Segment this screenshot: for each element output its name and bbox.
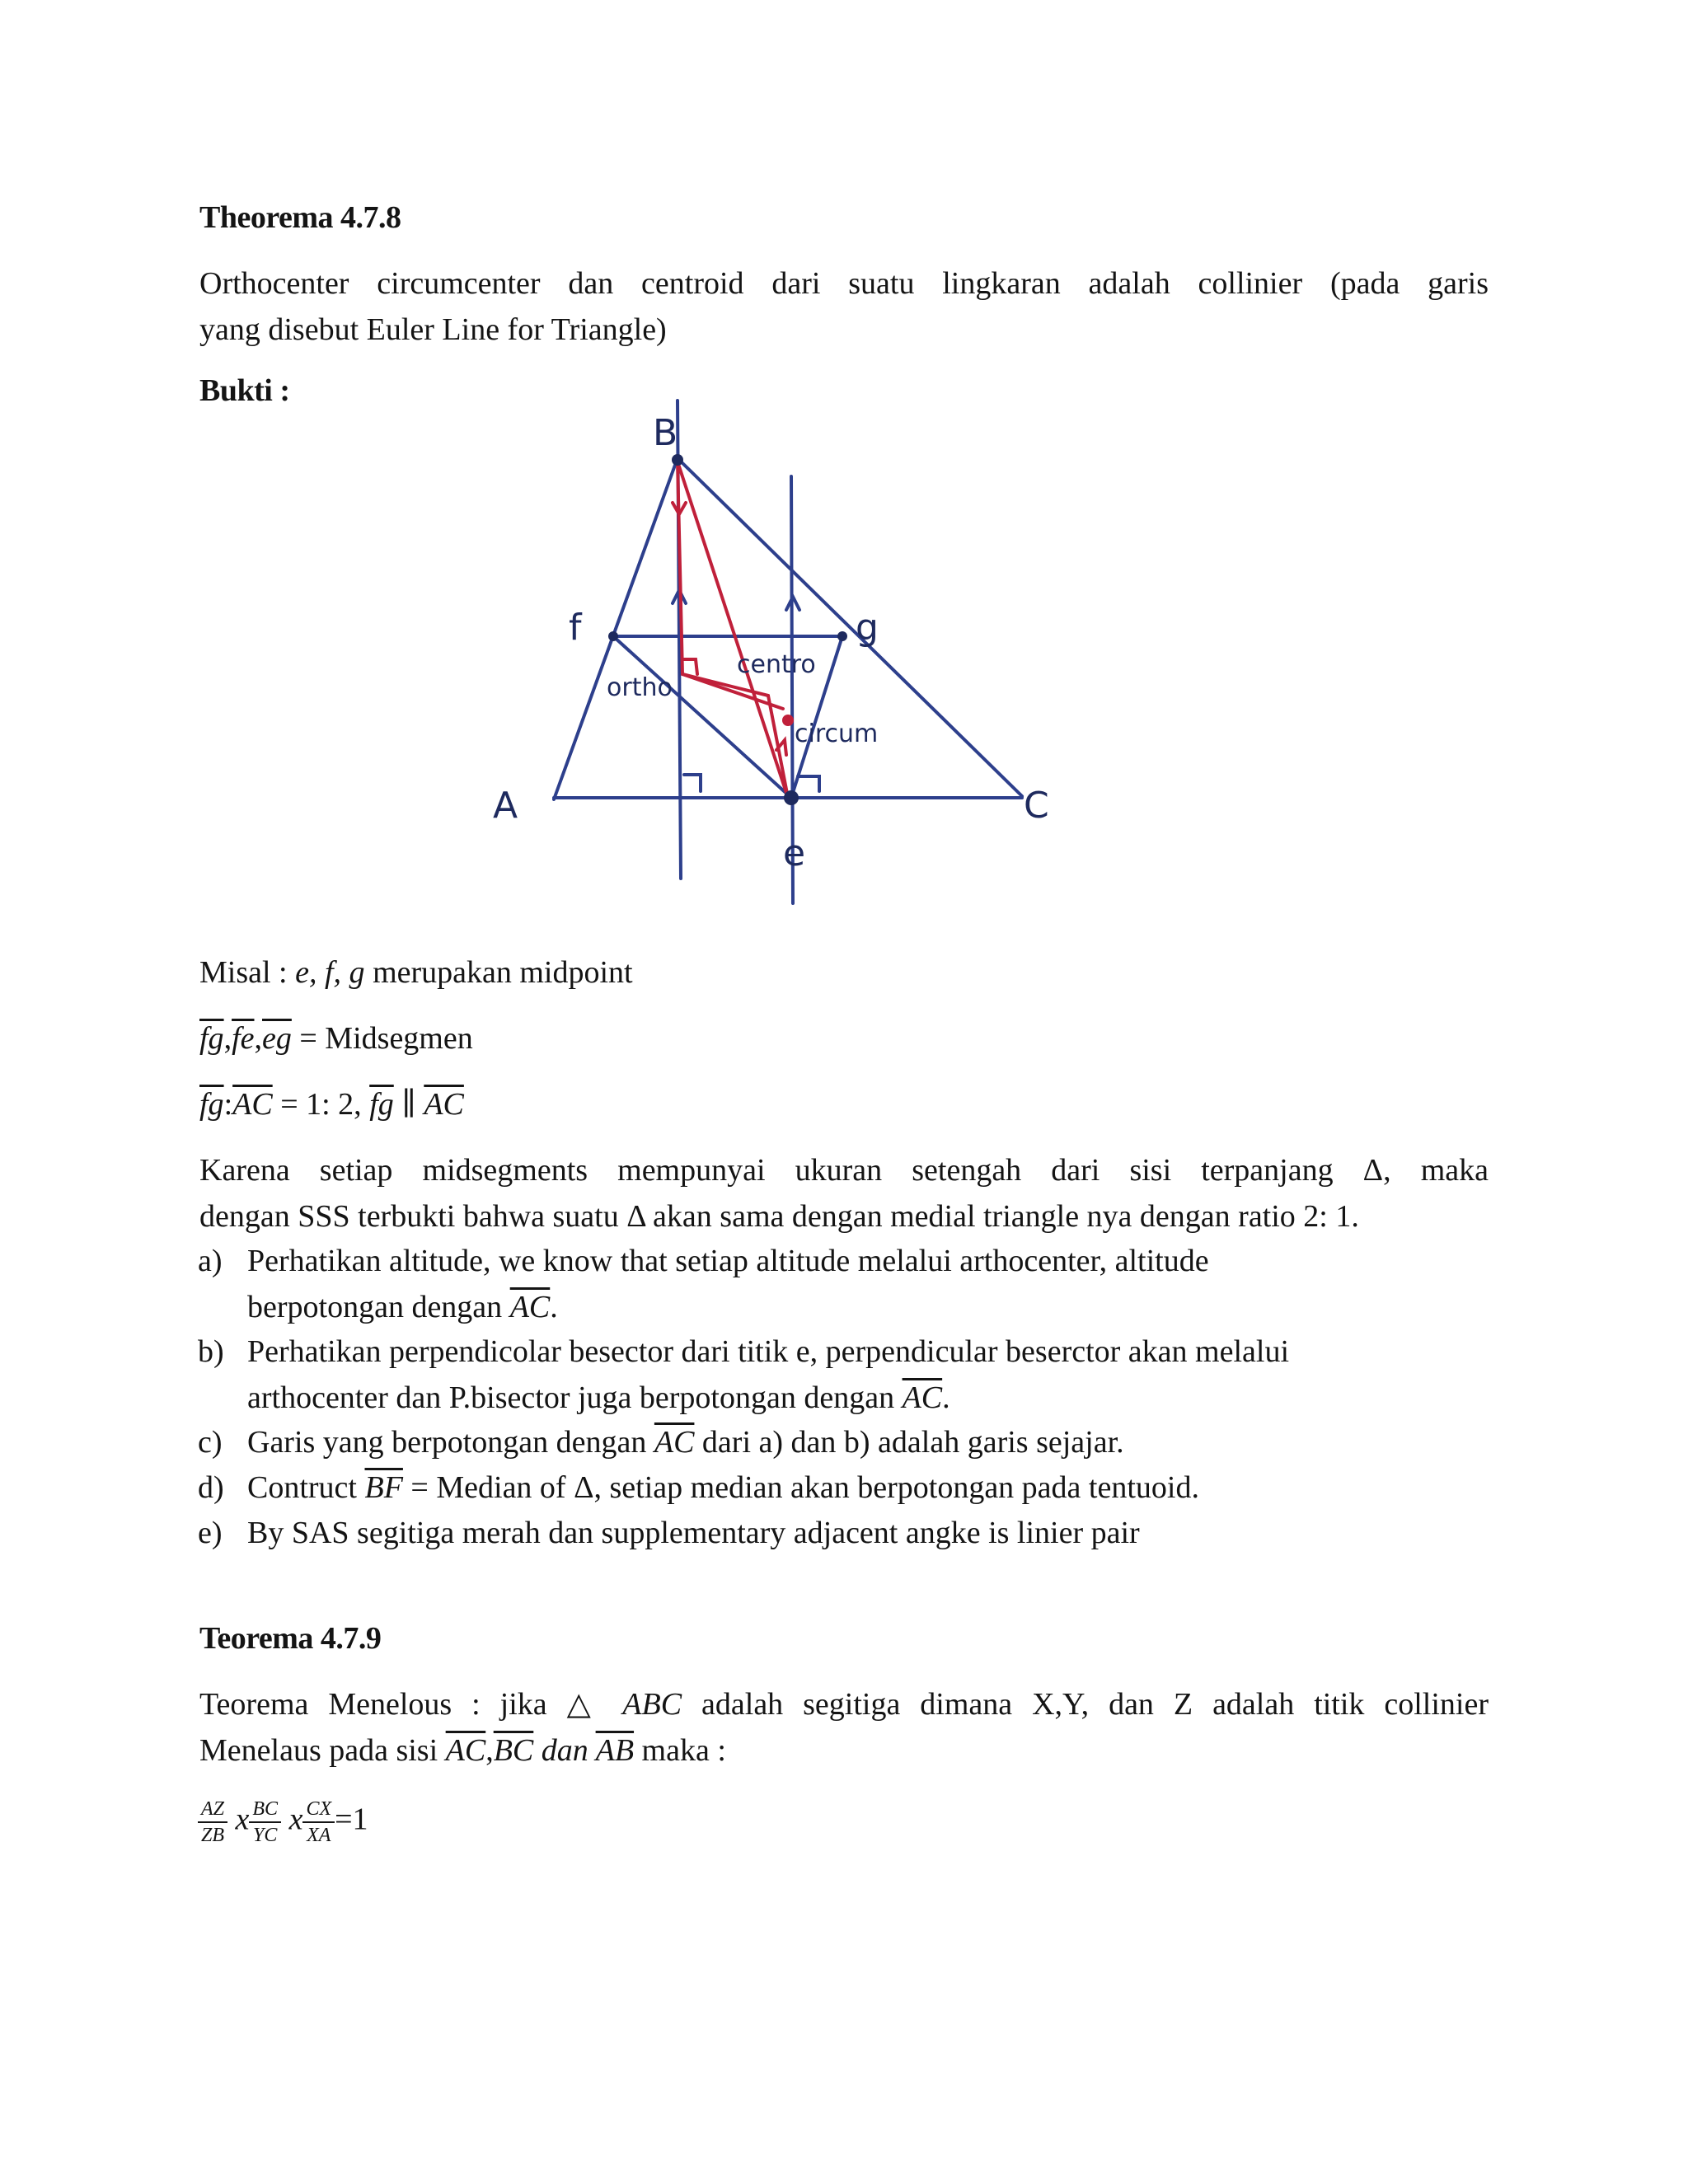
times-x: x (235, 1802, 250, 1837)
list-text: berpotongan dengan $\overline{AC}$. (247, 1290, 558, 1324)
right-angle-mark (798, 776, 819, 791)
circumcenter-dot (782, 715, 794, 726)
list-label: a) (198, 1244, 223, 1278)
midsegment-line (199, 1015, 1489, 1062)
menelaus-formula (198, 1797, 368, 1848)
karena-line: Karena setiap midsegments mempunyai ukuran setengah dari sisi terpanjang Δ, maka (199, 1153, 1489, 1188)
midpoint-f-dot (608, 631, 618, 641)
vertex-b-dot (672, 454, 683, 466)
separator: , (254, 1021, 262, 1056)
segment-fg: $\overline{fg}$ (199, 1021, 224, 1056)
menelaus-line: Menelaus pada sisi $\overline{AC},\overline{BC}$ dan $\overline{AB}$ maka : (199, 1733, 726, 1768)
euler-line-figure (462, 379, 1088, 907)
list-text: arthocenter dan P.bisector juga berpotongan dengan $\overline{AC}$. (247, 1380, 950, 1415)
segment-ac: $\overline{AC}$ (509, 1290, 551, 1324)
ratio-colon: : (223, 1087, 233, 1122)
misal-prefix: Misal : (199, 955, 296, 990)
segment-bc: $\overline{BC}$ (493, 1733, 534, 1768)
misal-suffix: merupakan midpoint (364, 955, 633, 990)
segment-ac: $\overline{AC}$ (902, 1380, 943, 1415)
proof-label: Bukti : (199, 373, 290, 408)
midpoint-e-dot (784, 790, 799, 805)
list-item (198, 1419, 1489, 1465)
segment-ab: $\overline{AB}$ (595, 1733, 635, 1768)
label-e: e (783, 832, 806, 874)
segment-ac: $\overline{AC}$ (445, 1733, 486, 1768)
menelaus-line: Teorema Menelous : jika △ ABC adalah segitiga dimana X,Y, dan Z adalah titik collinier (199, 1687, 1489, 1722)
red-segment (682, 674, 783, 709)
triangle-abc: ABC (622, 1687, 682, 1722)
times-x: x (288, 1802, 303, 1837)
theorem-statement-line: yang disebut Euler Line for Triangle) (199, 312, 667, 347)
separator: , (223, 1021, 232, 1056)
list-text: Perhatikan perpendicolar besector dari titik e, perpendicular beserctor akan melalui (247, 1334, 1290, 1369)
list-text: Contruct $\overline{BF}$ = Median of Δ, setiap median akan berpotongan pada tentuoid. (247, 1470, 1199, 1505)
fraction: $\frac{AZ}{ZB}$ (198, 1797, 227, 1848)
segment-ac: $\overline{AC}$ (424, 1087, 464, 1122)
label-a: A (493, 785, 518, 827)
fraction: $\frac{BC}{YC}$ (249, 1797, 281, 1848)
label-circum: circum (795, 719, 879, 748)
red-angle-mark (682, 659, 697, 674)
list-label: e) (198, 1516, 223, 1550)
fraction: $\frac{CX}{XA}$ (302, 1797, 335, 1848)
midpoint-g-dot (837, 631, 847, 641)
label-g: g (856, 607, 879, 649)
theorem-title: Theorema 4.7.8 (199, 200, 401, 235)
theorem-statement-line: Orthocenter circumcenter dan centroid dari suatu lingkaran adalah collinier (pada garis (199, 266, 1489, 301)
segment-ac: $\overline{AC}$ (654, 1425, 695, 1460)
list-text: Perhatikan altitude, we know that setiap altitude melalui arthocenter, altitude (247, 1244, 1209, 1278)
karena-line: dengan SSS terbukti bahwa suatu Δ akan sama dengan medial triangle nya dengan ratio 2: 1. (199, 1199, 1359, 1234)
segment-fg: $\overline{fg}$ (199, 1087, 224, 1122)
label-c: C (1024, 785, 1049, 827)
ratio-line (199, 1081, 1489, 1127)
segment-fg: $\overline{fg}$ (369, 1087, 394, 1122)
midsegment-eq: = Midsegmen (291, 1021, 473, 1056)
parallel-sign: ∥ (393, 1087, 424, 1122)
list-item (198, 1465, 1489, 1511)
segment-ac: $\overline{AC}$ (232, 1087, 273, 1122)
label-f: f (569, 607, 582, 649)
ratio-eq: = 1: 2, (272, 1087, 370, 1122)
list-text: By SAS segitiga merah dan supplementary adjacent angke is linier pair (247, 1516, 1140, 1550)
list-item (198, 1329, 1489, 1421)
segment-fe: $\overline{fe}$ (232, 1021, 255, 1056)
label-ortho: ortho (607, 673, 673, 702)
list-item (198, 1238, 1489, 1330)
misal-line (199, 949, 1489, 996)
misal-vars: e, f, g (295, 955, 365, 990)
label-b: B (653, 412, 678, 454)
list-label: c) (198, 1425, 223, 1460)
formula-result: =1 (335, 1802, 368, 1837)
label-centro: centro (737, 650, 816, 679)
right-angle-mark (684, 775, 701, 791)
list-text: Garis yang berpotongan dengan $\overline{AC}$ dari a) dan b) adalah garis sejajar. (247, 1425, 1124, 1460)
list-item (198, 1510, 1489, 1556)
segment-eg: $\overline{eg}$ (262, 1021, 292, 1056)
list-label: d) (198, 1470, 224, 1505)
list-label: b) (198, 1334, 224, 1369)
theorem-title: Teorema 4.7.9 (199, 1621, 382, 1656)
segment-bf: $\overline{BF}$ (364, 1470, 403, 1505)
